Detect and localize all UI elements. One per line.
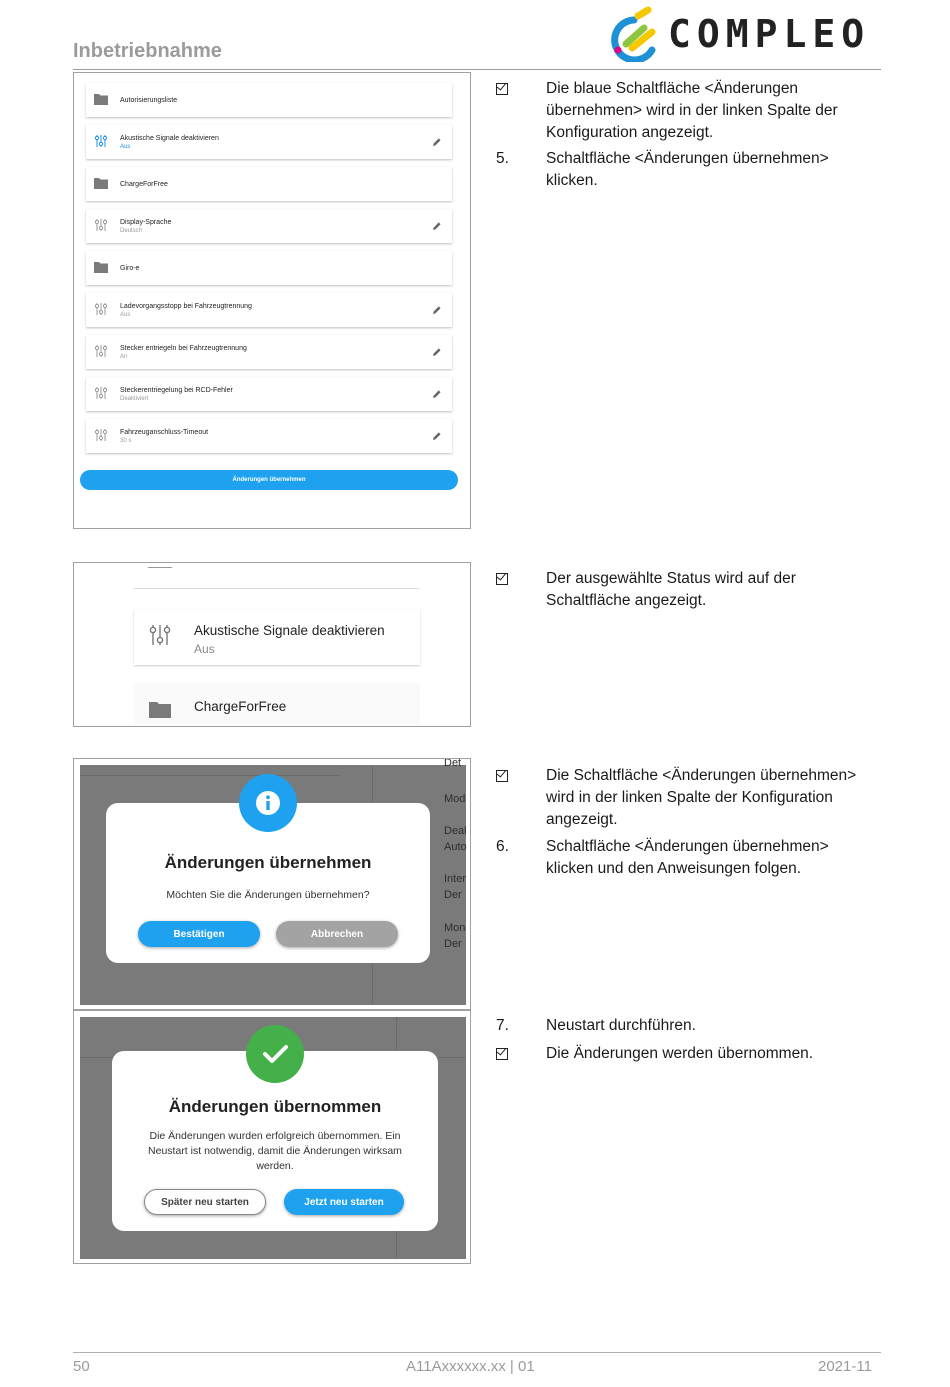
background-text: Auto xyxy=(444,841,467,853)
edit-pencil-icon[interactable] xyxy=(432,305,442,315)
dialog-title: Änderungen übernehmen xyxy=(164,853,372,872)
config-row[interactable] xyxy=(86,167,452,201)
zoom-row-label: ChargeForFree xyxy=(194,699,287,714)
checkmark-icon xyxy=(246,1025,304,1083)
config-row[interactable] xyxy=(86,335,452,369)
config-row[interactable] xyxy=(86,83,452,117)
config-row-label: Autorisierungsliste xyxy=(120,96,178,104)
edit-pencil-icon[interactable] xyxy=(432,137,442,147)
zoom-screenshot xyxy=(73,562,471,727)
background-text: Deal xyxy=(444,825,467,837)
zoom-row-value: Aus xyxy=(194,642,215,656)
config-row[interactable] xyxy=(86,377,452,411)
config-row-label: Giro-e xyxy=(120,264,140,272)
background-text: Mon xyxy=(444,922,466,934)
apply-changes-button[interactable]: Änderungen übernehmen xyxy=(80,470,458,490)
header-divider xyxy=(73,69,881,70)
zoom-previous-row xyxy=(134,563,420,589)
settings-sliders-icon xyxy=(94,134,108,148)
logo-text: COMPLEO xyxy=(668,12,871,56)
config-row-label: Display-Sprache xyxy=(120,218,172,226)
checkbox-checked-icon xyxy=(496,770,508,782)
dialog-title: Änderungen übernommen xyxy=(168,1097,382,1116)
folder-icon xyxy=(148,699,172,719)
config-row-label: Ladevorgangsstopp bei Fahrzeugtrennung xyxy=(120,302,252,310)
restart-now-button[interactable]: Jetzt neu starten xyxy=(284,1189,404,1215)
edit-pencil-icon[interactable] xyxy=(432,389,442,399)
config-row-label: Steckerentriegelung bei RCD-Fehler xyxy=(120,386,233,394)
folder-icon xyxy=(94,92,108,106)
document-date: 2021-11 xyxy=(818,1358,872,1375)
config-row[interactable] xyxy=(86,251,452,285)
info-icon xyxy=(239,774,297,832)
config-row-value: Aus xyxy=(120,311,131,318)
settings-sliders-icon xyxy=(148,623,172,647)
zoom-row-acoustic[interactable] xyxy=(134,609,420,665)
page-number: 50 xyxy=(73,1358,90,1375)
dialog-message: Möchten Sie die Änderungen übernehmen? xyxy=(166,889,370,901)
background-text: Mod xyxy=(444,793,466,805)
logo-mark-icon xyxy=(604,6,664,62)
config-row-label: Stecker entriegeln bei Fahrzeugtrennung xyxy=(120,344,247,352)
checkbox-checked-icon xyxy=(496,573,508,585)
settings-sliders-icon xyxy=(94,218,108,232)
confirm-button[interactable]: Bestätigen xyxy=(138,921,260,947)
config-list xyxy=(86,83,452,461)
config-screenshot xyxy=(73,72,471,529)
section-title: Inbetriebnahme xyxy=(73,40,222,62)
config-row[interactable] xyxy=(86,125,452,159)
restart-later-button[interactable]: Später neu starten xyxy=(144,1189,266,1215)
zoom-row-label: Akustische Signale deaktivieren xyxy=(194,623,385,638)
checkbox-checked-icon xyxy=(496,83,508,95)
confirm-dialog-screenshot xyxy=(73,758,471,1010)
folder-icon xyxy=(94,260,108,274)
dialog-message: Die Änderungen wurden erfolgreich übernommen. Ein Neustart ist notwendig, damit die Änderungen wirksam werden. xyxy=(148,1130,402,1172)
config-row-value: Deaktiviert xyxy=(120,395,149,402)
zoom-row-chargeforfree[interactable] xyxy=(134,683,420,727)
background-text: Inter xyxy=(444,873,467,885)
compleo-logo xyxy=(604,6,874,62)
config-row[interactable] xyxy=(86,419,452,453)
settings-sliders-icon xyxy=(94,428,108,442)
background-text: Der xyxy=(444,889,462,901)
config-row-value: An xyxy=(120,353,128,360)
edit-pencil-icon[interactable] xyxy=(432,431,442,441)
settings-sliders-icon xyxy=(94,344,108,358)
config-row[interactable] xyxy=(86,209,452,243)
config-row-label: Akustische Signale deaktivieren xyxy=(120,134,219,142)
folder-icon xyxy=(94,176,108,190)
success-dialog-screenshot xyxy=(73,1010,471,1264)
background-text: Det xyxy=(444,758,462,769)
checkbox-checked-icon xyxy=(496,1048,508,1060)
config-row-value: Deutsch xyxy=(120,227,143,234)
cancel-button[interactable]: Abbrechen xyxy=(276,921,398,947)
background-text: Der xyxy=(444,938,462,950)
document-id: A11Axxxxxx.xx | 01 xyxy=(406,1358,535,1375)
settings-sliders-icon xyxy=(94,386,108,400)
config-row-value: Aus xyxy=(120,143,131,150)
edit-pencil-icon[interactable] xyxy=(432,347,442,357)
config-row-label: ChargeForFree xyxy=(120,180,168,188)
config-row-value: 30 s xyxy=(120,437,132,444)
footer-divider xyxy=(73,1352,881,1353)
settings-sliders-icon xyxy=(94,302,108,316)
edit-pencil-icon[interactable] xyxy=(432,221,442,231)
config-row-label: Fahrzeuganschluss-Timeout xyxy=(120,428,209,436)
config-row[interactable] xyxy=(86,293,452,327)
